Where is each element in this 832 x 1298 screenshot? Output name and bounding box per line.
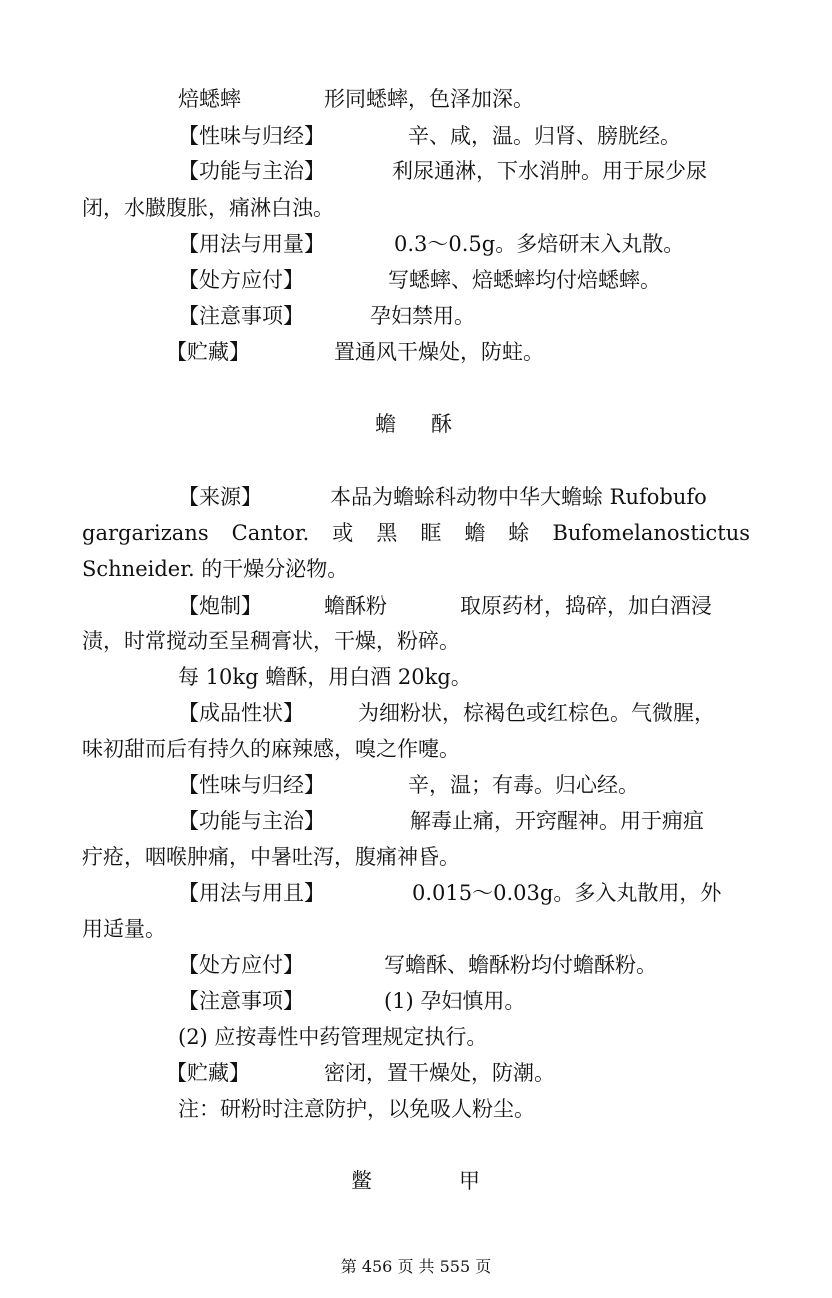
text-line [178,593,712,619]
field-value: 解毒止痛，开窍醒神。用于痈疽 [410,809,704,833]
field-value: 本品为蟾蜍科动物中华大蟾蜍 Rufobufo [330,485,707,509]
field-value: 0.3～0.5g。多焙研末入丸散。 [394,232,685,256]
field-value: 写蟾酥、蟾酥粉均付蟾酥粉。 [384,953,657,977]
field-value: 利尿通淋，下水消肿。用于尿少尿 [392,159,707,183]
field-label: 【注意事项】 [178,304,304,328]
text-line: 用适量。 [82,917,166,941]
text-line: 味初甜而后有持久的麻辣感，嗅之作嚏。 [82,737,460,761]
page-number-footer: 第 456 页 共 555 页 [340,1257,492,1276]
text-line [178,484,707,510]
field-value: 孕妇禁用。 [370,304,475,328]
text-line [178,303,475,329]
text-line [178,86,534,112]
field-label: 【贮藏】 [166,340,250,364]
text-line [178,123,681,149]
field-value: 密闭，置干燥处，防潮。 [324,1061,555,1085]
text-line: 渍，时常搅动至呈稠膏状，干燥，粉碎。 [82,629,460,653]
text-line [166,339,544,365]
text-line [178,952,657,978]
text-line: Schneider. 的干燥分泌物。 [82,557,349,581]
field-value: 写蟋蟀、焙蟋蟀均付焙蟋蟀。 [388,268,661,292]
field-value: 0.015～0.03g。多入丸散用，外 [412,881,722,905]
field-label: 【来源】 [178,485,262,509]
text-line [178,700,715,726]
field-value: (1) 孕妇慎用。 [384,989,526,1013]
field-label: 【贮藏】 [166,1061,250,1085]
field-label: 【注意事项】 [178,989,304,1013]
field-value: 取原药材，捣碎，加白酒浸 [460,594,712,618]
text-line [166,1060,555,1086]
term: 焙蟋蟀 [178,87,241,111]
field-label: 【处方应付】 [178,268,304,292]
field-value: 为细粉状，棕褐色或红棕色。气微腥， [358,701,715,725]
description: 形同蟋蟀，色泽加深。 [324,87,534,111]
field-label: 【性味与归经】 [178,124,325,148]
section-title: 蟾 酥 [375,412,452,436]
note-line: 注：研粉时注意防护，以免吸人粉尘。 [178,1097,535,1121]
field-label: 【功能与主治】 [178,159,325,183]
field-value: 辛，温；有毒。归心经。 [408,773,639,797]
text-line [178,231,685,257]
text-line: 每 10kg 蟾酥，用白酒 20kg。 [178,665,472,689]
text-line [178,988,526,1014]
field-label: 【功能与主治】 [178,809,325,833]
field-label: 【用法与用量】 [178,232,325,256]
field-label: 【炮制】 [178,594,262,618]
text-line [178,267,661,293]
text-line [178,880,722,906]
text-line: 疔疮，咽喉肿痛，中暑吐泻，腹痛神昏。 [82,845,460,869]
field-value: 辛、咸，温。归肾、膀胱经。 [408,124,681,148]
field-label: 【性味与归经】 [178,773,325,797]
field-value: 置通风干燥处，防蛀。 [334,340,544,364]
sub-term: 蟾酥粉 [324,594,387,618]
text-line [178,158,707,184]
field-label: 【成品性状】 [178,701,304,725]
text-line [178,808,704,834]
field-label: 【处方应付】 [178,953,304,977]
text-line-justified: gargarizans Cantor. 或 黑 眶 蟾 蜍 Bufomelanostictus [82,521,750,545]
text-line: 闭，水臌腹胀，痛淋白浊。 [82,196,334,220]
section-title: 鳖 甲 [351,1169,480,1193]
field-label: 【用法与用且】 [178,881,325,905]
text-line: (2) 应按毒性中药管理规定执行。 [178,1025,488,1049]
text-line [178,772,639,798]
